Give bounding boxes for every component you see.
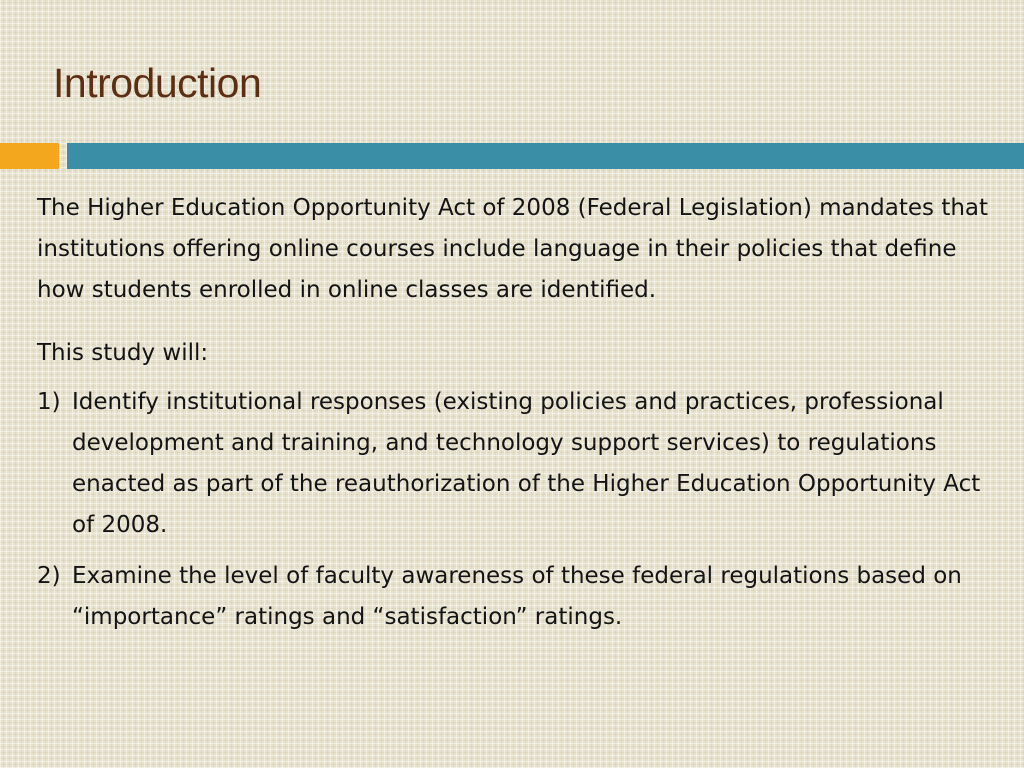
accent-bar-orange <box>0 143 59 169</box>
list-item <box>37 556 997 638</box>
intro-paragraph: The Higher Education Opportunity Act of 2008 (Federal Legislation) mandates that institutions offering online courses include language in their policies that define how students enrolled in online classes are identified. <box>37 195 989 303</box>
list-item <box>37 382 997 546</box>
list-item-text: Identify institutional responses (existing policies and practices, professional development and training, and technology support services) to regulations enacted as part of the reauthorization of the Higher Education Opportunity Act of 2008. <box>72 389 981 538</box>
list-item-text: Examine the level of faculty awareness of these federal regulations based on “importance” ratings and “satisfaction” ratings. <box>72 563 962 630</box>
slide-title: Introduction <box>53 60 262 106</box>
accent-bar-teal <box>67 143 1024 169</box>
list-item-number: 2) <box>37 563 61 589</box>
study-lead-in: This study will: <box>37 340 209 366</box>
slide-body <box>37 188 997 648</box>
list-item-number: 1) <box>37 389 61 415</box>
